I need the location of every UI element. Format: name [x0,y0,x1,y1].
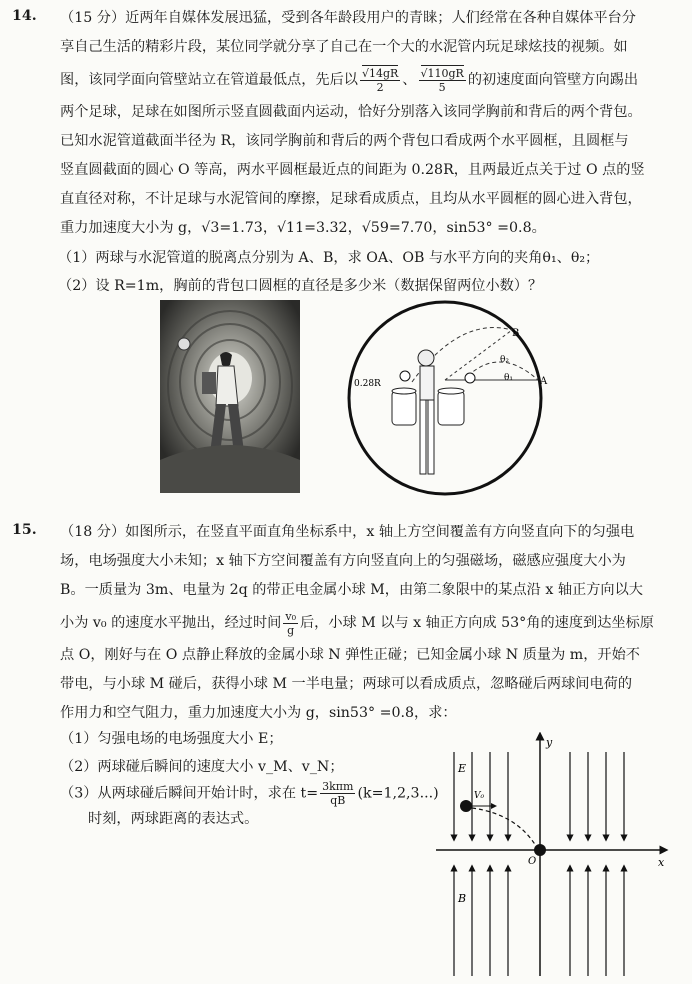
text-line: 直直径对称，不计足球与水泥管间的摩擦，足球看成质点，且均从水平圆框的圆心进入背包， [60,191,642,207]
question-2: （2）设 R=1m，胸前的背包口圆框的直径是多少米（数据保留两位小数）？ [58,278,543,294]
question-3-cont: 时刻，两球距离的表达式。 [88,811,259,827]
ball-icon [465,373,475,383]
text-line [60,4,678,33]
denominator: qB [330,794,346,807]
b-field-lines [454,868,624,976]
denominator: 5 [438,80,446,94]
fraction [283,610,298,637]
label-theta1: θ₁ [504,373,514,383]
field-diagram-svg [432,732,672,980]
field-diagram [432,732,672,980]
pipe-photo [160,300,300,493]
text-line: 作用力和空气阻力，重力加速度大小为 g，sin53° =0.8，求： [60,705,457,721]
label-o: O [528,856,537,867]
text: 小为 v₀ 的速度水平抛出，经过时间 [60,615,282,631]
text-line: 场，电场强度大小未知；x 轴下方空间覆盖有方向竖直向上的匀强磁场，磁感应强度大小为 [60,553,626,569]
pipe-diagram-svg [340,296,550,500]
leg-icon [420,400,426,474]
question-3 [60,780,439,807]
text: 图，该同学面向管壁站立在管道最低点，先后以 [60,72,358,88]
text-line [60,518,678,547]
ball-m-icon [460,800,472,812]
pipe-diagram [340,296,550,500]
text-line [60,62,678,98]
ball-icon [400,371,410,381]
denominator: g [287,623,295,637]
label-dist: 0.28R [354,379,381,389]
text: 的初速度面向管壁方向踢出 [467,72,639,88]
label-b: B [458,892,467,905]
text: （3）从两球碰后瞬间开始计时，求在 t= [60,785,319,802]
head-icon [418,350,434,366]
text-line: 两个足球，足球在如图所示竖直圆截面内运动，恰好分别落入该同学胸前和背后的两个背包。 [60,104,642,120]
trajectory [472,808,536,846]
text-line: 点 O，刚好与在 O 点静止释放的金属小球 N 弹性正碰；已知金属小球 N 质量为 m，开始不 [60,647,640,663]
numerator: 3kπm [322,780,354,793]
leg-icon [428,400,434,474]
bag-rim-icon [392,388,416,394]
label-x: x [658,856,665,869]
label-e: E [458,762,467,775]
text-line: 已知水泥管道截面半径为 R，该同学胸前和背后的两个背包口看成两个水平圆框，且圆框与 [60,133,629,149]
text: 近两年自媒体发展迅猛，受到各年龄段用户的青睐；人们经常在各种自媒体平台分 [125,10,636,26]
back-backpack-icon [392,391,416,425]
question-1: （1）两球与水泥管道的脱离点分别为 A、B，求 OA、OB 与水平方向的夹角θ₁、θ₂； [58,250,600,266]
text: 后，小球 M 以与 x 轴正方向成 53°角的速度到达坐标原 [299,615,654,631]
text-line: B。一质量为 3m、电量为 2q 的带正电金属小球 M，由第二象限中的某点沿 x 轴正方向以大 [60,582,643,598]
label-b: B [512,328,520,339]
score: （15 分） [60,10,126,26]
text: 如图所示，在竖直平面直角坐标系中，x 轴上方空间覆盖有方向竖直向下的匀强电 [125,524,635,540]
denominator: 2 [376,80,384,94]
problem-number: 15. [12,522,37,538]
text: (k=1,2,3...) [357,785,439,802]
question-1: （1）匀强电场的电场强度大小 E； [60,731,283,747]
question-2: （2）两球碰后瞬间的速度大小 v_M、v_N； [60,759,344,775]
problem-number: 14. [12,8,37,24]
text-line: 享自己生活的精彩片段，某位同学就分享了自己在一个大的水泥管内玩足球炫技的视频。如 [60,39,628,55]
problem-14-text [60,4,678,243]
text-line: 带电，与小球 M 碰后，获得小球 M 一半电量；两球可以看成质点，忽略碰后两球间电荷的 [60,676,633,692]
label-a: A [540,376,548,387]
text-line [60,605,678,641]
bag-rim-icon [438,388,464,394]
sqrt-expr: √110gR [420,66,464,80]
label-y: y [546,736,553,749]
text-line: 重力加速度大小为 g，√3=1.73，√11=3.32，√59=7.70，sin53° =0.8。 [60,220,546,236]
torso-icon [420,366,434,400]
pipe-photo-image [160,300,300,493]
problem-15-text [60,518,678,728]
numerator: v₀ [285,609,296,623]
sqrt-expr: √14gR [361,66,399,80]
label-v0: V₀ [474,791,485,801]
score: （18 分） [60,524,126,540]
ball-n-icon [534,844,546,856]
front-backpack-icon [438,391,464,425]
separator: 、 [402,72,417,88]
text-line: 竖直圆截面的圆心 O 等高，两水平圆框最近点的间距为 0.28R，且两最近点关于过 O 点的竖 [60,162,645,178]
label-theta2: θ₂ [500,355,510,365]
fraction [320,780,355,807]
fraction [419,67,466,94]
fraction [360,67,400,94]
